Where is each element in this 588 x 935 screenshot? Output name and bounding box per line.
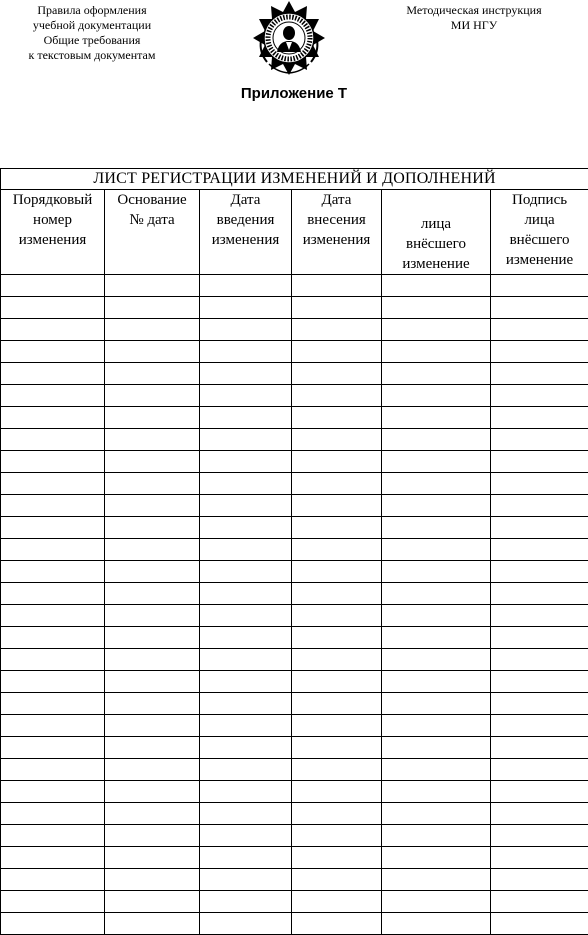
table-cell [1,825,105,847]
table-cell [491,429,588,451]
table-cell [382,451,491,473]
table-row [1,473,588,495]
table-cell [1,803,105,825]
table-cell [105,429,200,451]
table-cell [292,649,382,671]
column-header-line: внёсшего [491,230,588,250]
table-cell [105,363,200,385]
table-cell [491,913,588,935]
table-cell [382,715,491,737]
column-header-person [382,190,491,275]
table-cell [491,385,588,407]
column-header-line: изменение [382,254,490,274]
column-header-line: изменения [1,230,104,250]
table-cell [491,759,588,781]
table-cell [1,671,105,693]
table-cell [105,825,200,847]
table-cell [105,297,200,319]
table-cell [200,517,292,539]
table-cell [292,693,382,715]
column-header-line: Порядковый [1,190,104,210]
column-header-line: Основание [105,190,199,210]
table-cell [1,429,105,451]
table-cell [200,429,292,451]
column-header-line: Дата [200,190,291,210]
table-cell [200,715,292,737]
table-row [1,649,588,671]
table-cell [1,869,105,891]
table-cell [1,275,105,297]
table-cell [382,869,491,891]
table-cell [382,759,491,781]
table-cell [491,803,588,825]
table-cell [1,913,105,935]
table-cell [200,737,292,759]
table-cell [382,561,491,583]
table-cell [292,803,382,825]
table-cell [292,385,382,407]
table-cell [382,385,491,407]
table-cell [1,473,105,495]
table-row [1,517,588,539]
header-right-line: Методическая инструкция [386,3,562,18]
table-cell [1,627,105,649]
table-cell [200,693,292,715]
table-cell [200,649,292,671]
table-cell [1,341,105,363]
table-cell [200,847,292,869]
table-cell [292,605,382,627]
appendix-title: Приложение Т [0,85,588,102]
column-header-entry-date [292,190,382,275]
table-cell [292,429,382,451]
table-cell [1,715,105,737]
table-row [1,583,588,605]
table-cell [491,847,588,869]
table-row [1,275,588,297]
table-cell [1,539,105,561]
table-cell [292,473,382,495]
table-cell [382,693,491,715]
table-cell [105,319,200,341]
table-title: ЛИСТ РЕГИСТРАЦИИ ИЗМЕНЕНИЙ И ДОПОЛНЕНИЙ [1,169,588,190]
table-cell [105,539,200,561]
table-cell [200,627,292,649]
table-cell [105,495,200,517]
table-row [1,495,588,517]
column-header-introduction-date [200,190,292,275]
header-left-line: к текстовым документам [12,48,172,63]
table-cell [382,825,491,847]
table-cell [491,363,588,385]
table-cell [200,913,292,935]
table-row [1,451,588,473]
table-cell [200,891,292,913]
table-cell [105,737,200,759]
table-cell [105,847,200,869]
table-cell [200,363,292,385]
header-left-block [12,3,172,63]
table-cell [105,627,200,649]
table-row [1,539,588,561]
table-cell [491,583,588,605]
table-cell [292,737,382,759]
table-cell [200,275,292,297]
table-row [1,825,588,847]
table-body [1,275,588,935]
table-row [1,407,588,429]
table-cell [200,297,292,319]
column-header-line: лица [491,210,588,230]
table-cell [382,627,491,649]
table-cell [1,385,105,407]
table-cell [105,803,200,825]
table-row [1,847,588,869]
table-cell [382,847,491,869]
table-row [1,759,588,781]
table-cell [105,517,200,539]
table-cell [382,649,491,671]
table-cell [491,451,588,473]
table-header-row [1,190,588,275]
table-cell [491,671,588,693]
table-cell [491,275,588,297]
table-row [1,715,588,737]
column-header-line: Подпись [491,190,588,210]
column-header-line: изменения [200,230,291,250]
table-cell [200,671,292,693]
table-cell [491,891,588,913]
table-cell [292,539,382,561]
table-row [1,781,588,803]
column-header-line: изменение [491,250,588,270]
table-row [1,363,588,385]
table-cell [1,649,105,671]
table-cell [292,451,382,473]
header-left-line: учебной документации [12,18,172,33]
table-cell [292,759,382,781]
table-cell [292,407,382,429]
table-cell [105,451,200,473]
header-left-line: Правила оформления [12,3,172,18]
table-cell [1,363,105,385]
table-cell [1,781,105,803]
table-row [1,737,588,759]
table-cell [382,297,491,319]
table-cell [105,275,200,297]
table-cell [1,847,105,869]
table-cell [105,671,200,693]
table-cell [382,495,491,517]
table-cell [1,407,105,429]
column-header-line: номер [1,210,104,230]
table-cell [382,539,491,561]
table-cell [1,561,105,583]
column-header-basis [105,190,200,275]
table-cell [382,605,491,627]
table-cell [200,759,292,781]
table-cell [382,407,491,429]
table-cell [105,869,200,891]
table-cell [200,495,292,517]
table-cell [200,539,292,561]
table-cell [382,671,491,693]
header-left-line: Общие требования [12,33,172,48]
table-cell [491,825,588,847]
table-cell [105,605,200,627]
table-cell [1,891,105,913]
table-row [1,693,588,715]
table-cell [491,539,588,561]
table-cell [292,671,382,693]
table-cell [491,627,588,649]
table-cell [292,561,382,583]
table-cell [292,275,382,297]
table-cell [105,891,200,913]
table-cell [491,517,588,539]
table-cell [292,341,382,363]
table-cell [200,605,292,627]
table-cell [292,583,382,605]
header-right-line: МИ НГУ [386,18,562,33]
table-cell [491,649,588,671]
table-cell [491,495,588,517]
table-cell [200,341,292,363]
table-cell [1,737,105,759]
table-cell [491,297,588,319]
table-row [1,297,588,319]
table-cell [1,451,105,473]
table-cell [1,605,105,627]
table-cell [200,561,292,583]
table-cell [105,781,200,803]
table-cell [382,363,491,385]
table-cell [200,781,292,803]
university-emblem-icon [247,0,331,78]
table-cell [292,297,382,319]
header-right-block [386,3,562,33]
table-cell [200,803,292,825]
table-cell [292,781,382,803]
table-cell [105,473,200,495]
table-row [1,605,588,627]
table-cell [382,473,491,495]
table-cell [292,891,382,913]
table-cell [382,803,491,825]
table-row [1,561,588,583]
table-cell [1,759,105,781]
column-header-line: изменения [292,230,381,250]
table-cell [382,429,491,451]
table-cell [491,781,588,803]
table-cell [491,869,588,891]
column-header-line: внёсшего [382,234,490,254]
table-cell [382,891,491,913]
table-row [1,913,588,935]
table-cell [292,517,382,539]
table-cell [105,693,200,715]
table-cell [491,561,588,583]
table-cell [1,297,105,319]
table-cell [292,869,382,891]
table-cell [105,561,200,583]
table-cell [491,473,588,495]
table-cell [382,517,491,539]
column-header-line: лица [382,214,490,234]
table-cell [200,319,292,341]
table-cell [200,385,292,407]
table-cell [292,495,382,517]
table-cell [1,319,105,341]
change-registration-table [0,168,588,935]
table-cell [1,693,105,715]
table-row [1,319,588,341]
table-cell [105,913,200,935]
table-cell [200,451,292,473]
table-cell [105,583,200,605]
table-cell [105,759,200,781]
column-header-line: введения [200,210,291,230]
table-row [1,385,588,407]
table-cell [105,407,200,429]
table-cell [105,649,200,671]
column-header-line: Дата [292,190,381,210]
table-cell [292,913,382,935]
table-cell [292,847,382,869]
table-cell [292,825,382,847]
table-cell [382,913,491,935]
table-cell [292,319,382,341]
table-cell [200,407,292,429]
table-cell [491,341,588,363]
table-cell [105,341,200,363]
table-cell [491,605,588,627]
table-cell [382,583,491,605]
table-cell [491,407,588,429]
table-cell [200,583,292,605]
table-cell [491,693,588,715]
column-header-line: внесения [292,210,381,230]
column-header-change-number [1,190,105,275]
table-cell [491,737,588,759]
table-cell [491,715,588,737]
table-row [1,671,588,693]
table-cell [292,363,382,385]
table-cell [105,715,200,737]
column-header-signature [491,190,588,275]
table-cell [1,583,105,605]
table-row [1,891,588,913]
table-row [1,341,588,363]
table-cell [382,781,491,803]
table-cell [200,825,292,847]
table-row [1,803,588,825]
table-cell [292,627,382,649]
table-cell [382,275,491,297]
table-cell [1,495,105,517]
table-row [1,627,588,649]
table-row [1,429,588,451]
table-cell [200,869,292,891]
table-cell [200,473,292,495]
table-cell [382,341,491,363]
table-cell [382,737,491,759]
column-header-line: № дата [105,210,199,230]
table-row [1,869,588,891]
table-cell [292,715,382,737]
table-cell [382,319,491,341]
table-cell [491,319,588,341]
table-cell [1,517,105,539]
table-cell [105,385,200,407]
